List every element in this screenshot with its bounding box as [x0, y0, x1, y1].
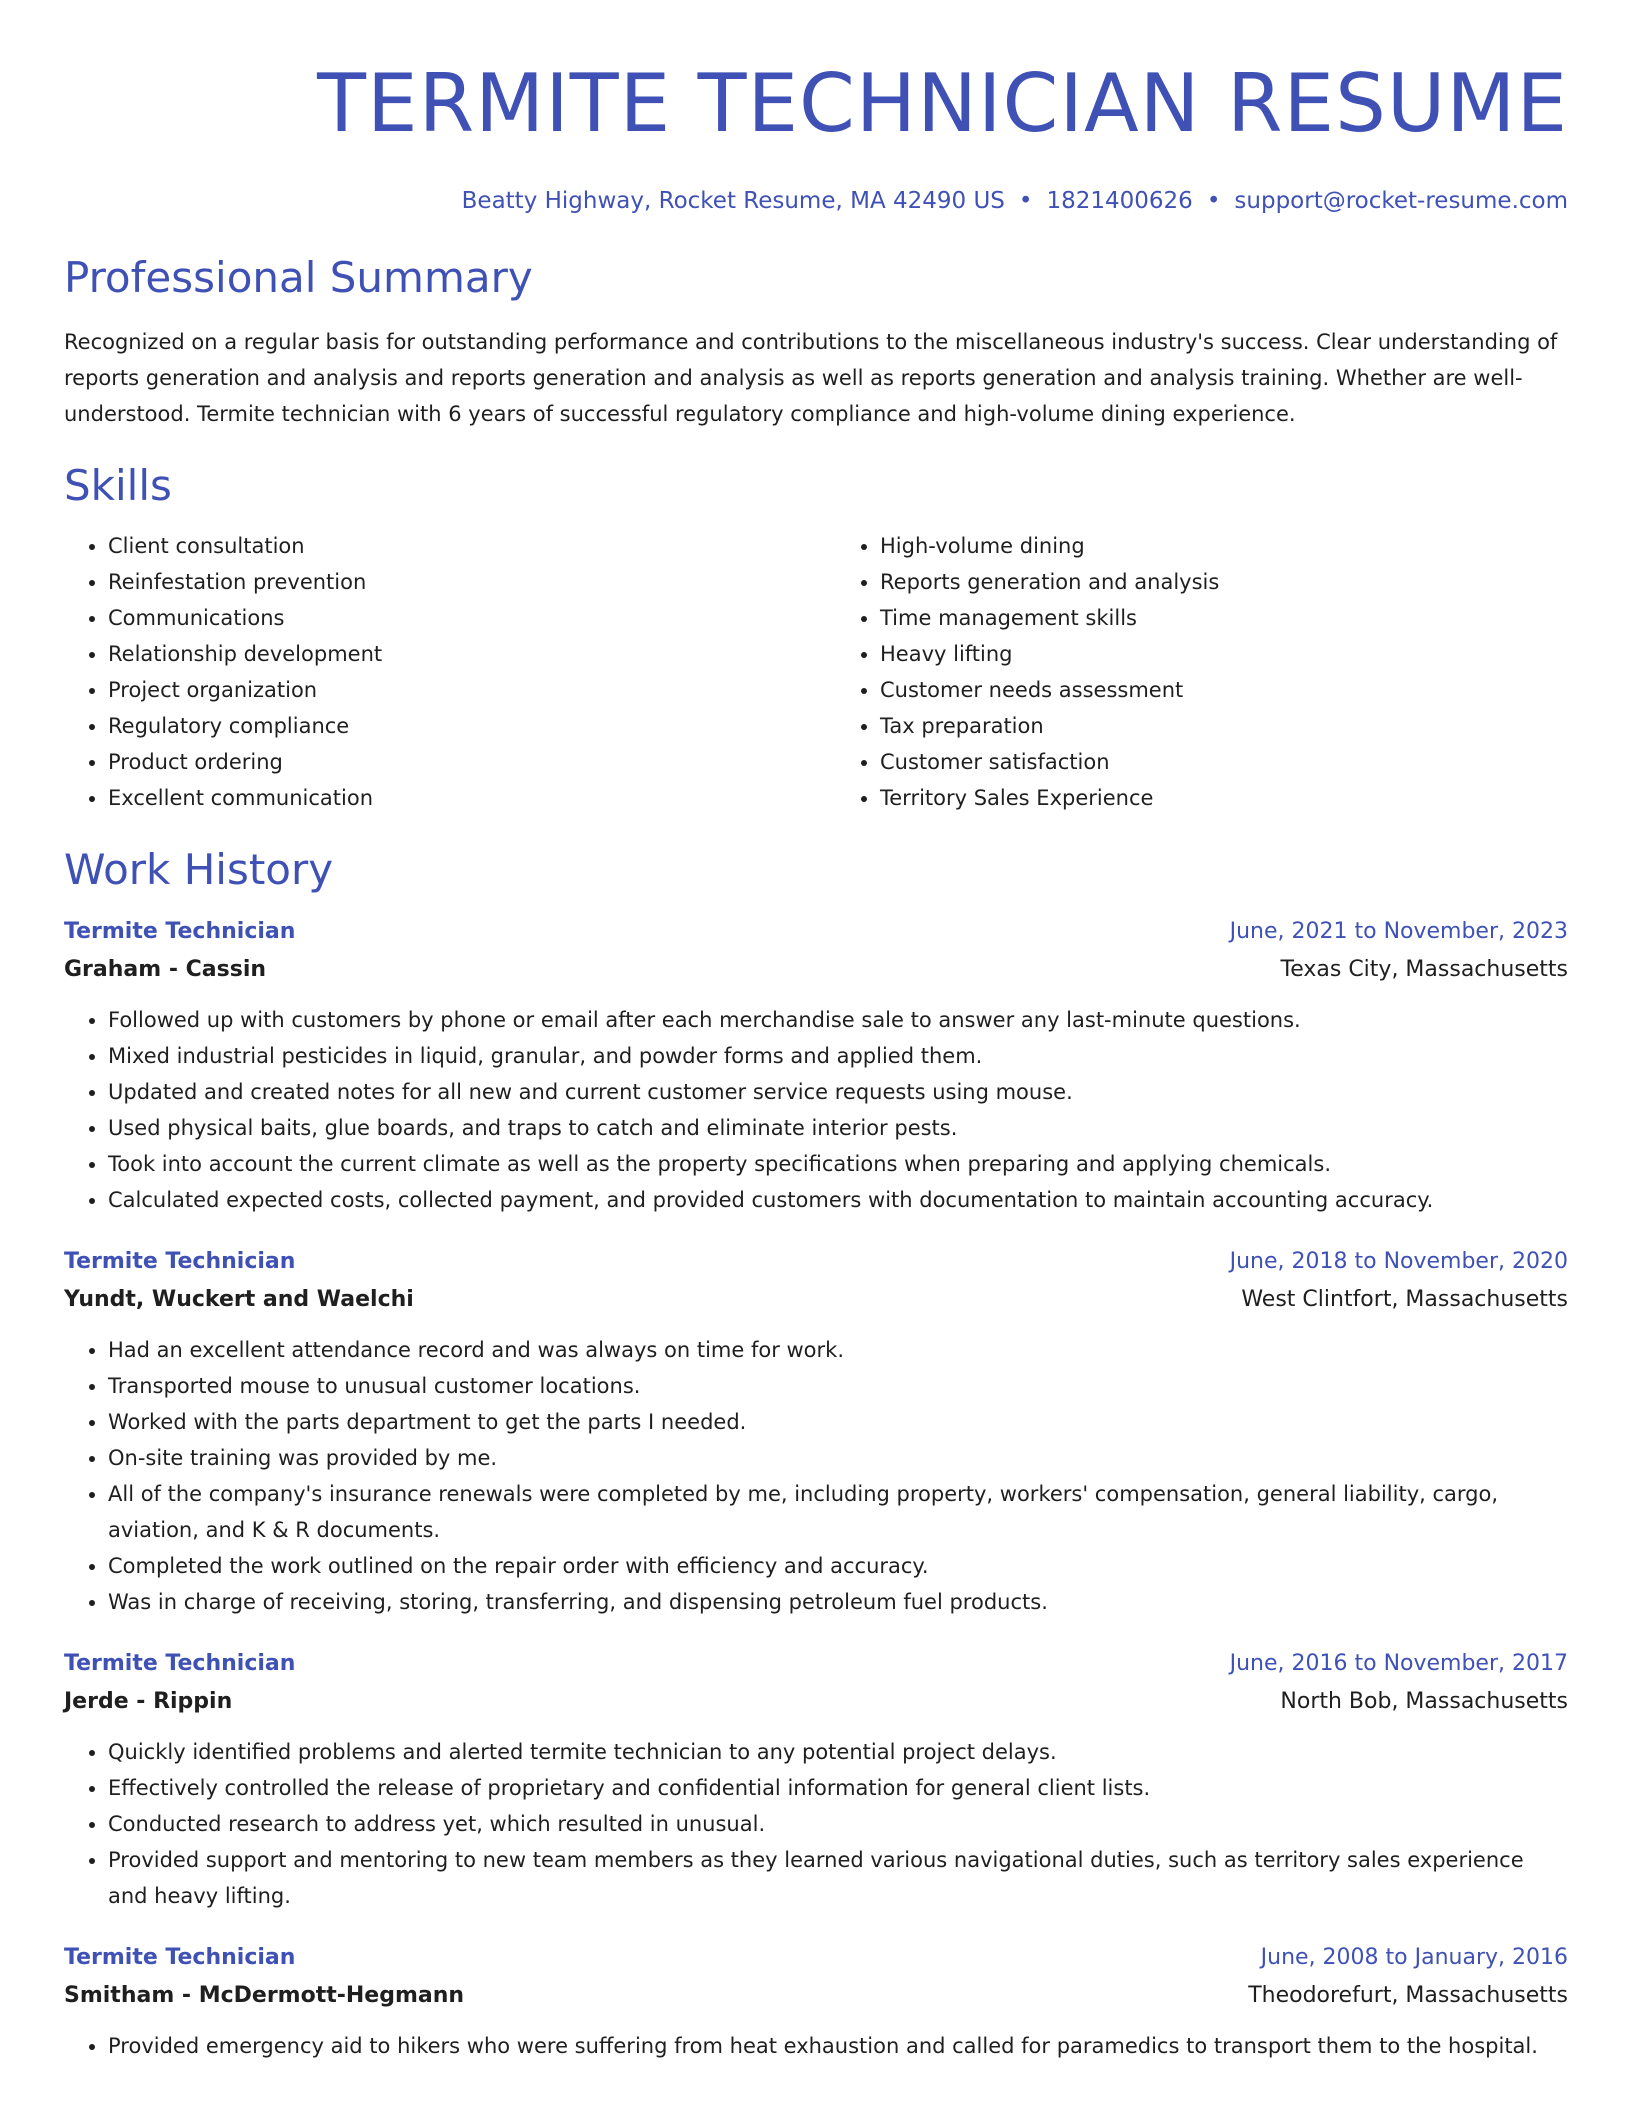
- skill-item: • Customer needs assessment: [880, 672, 1568, 708]
- job-header-row: [64, 1646, 1568, 1682]
- skills-list-right: [836, 528, 1568, 816]
- job-bullet: • On-site training was provided by me.: [108, 1440, 1568, 1476]
- job-bullet: • Quickly identified problems and alerted termite technician to any potential project delays.: [108, 1734, 1568, 1770]
- skill-item: • High-volume dining: [880, 528, 1568, 564]
- skill-item: • Regulatory compliance: [108, 708, 796, 744]
- job-company: Smitham - McDermott-Hegmann: [64, 1983, 465, 2008]
- job-title: Termite Technician: [64, 919, 296, 944]
- job-bullet: • Provided support and mentoring to new team members as they learned various navigational duties, such as territory sales experience and heavy lifting.: [108, 1842, 1568, 1914]
- job-bullet: • Calculated expected costs, collected payment, and provided customers with documentation to maintain accounting accuracy.: [108, 1182, 1568, 1218]
- work-history-heading: Work History: [64, 845, 334, 894]
- job-location: North Bob, Massachusetts: [1280, 1689, 1568, 1714]
- skill-item: • Time management skills: [880, 600, 1568, 636]
- skill-item: • Product ordering: [108, 744, 796, 780]
- job-bullet: • Had an excellent attendance record and was always on time for work.: [108, 1332, 1568, 1368]
- job-bullets: [64, 1734, 1568, 1914]
- job-bullet: • Completed the work outlined on the repair order with efficiency and accuracy.: [108, 1548, 1568, 1584]
- skill-item: • Territory Sales Experience: [880, 780, 1568, 816]
- job-header-row: [64, 914, 1568, 950]
- job-company-row: [64, 950, 1568, 990]
- job-company: Yundt, Wuckert and Waelchi: [64, 1287, 414, 1312]
- job-bullet: • All of the company's insurance renewals were completed by me, including property, workers' compensation, general liability, cargo, aviation, and K & R documents.: [108, 1476, 1568, 1548]
- job-location: Texas City, Massachusetts: [1280, 957, 1568, 982]
- job-bullet: • Effectively controlled the release of proprietary and confidential information for general client lists.: [108, 1770, 1568, 1806]
- job-title: Termite Technician: [64, 1651, 296, 1676]
- job-bullet: • Took into account the current climate as well as the property specifications when preparing and applying chemicals.: [108, 1146, 1568, 1182]
- skills-grid: [64, 528, 1568, 816]
- job-company-row: [64, 1682, 1568, 1722]
- job-header-row: [64, 1244, 1568, 1280]
- job-entry: [64, 1940, 1568, 2064]
- job-bullet: • Updated and created notes for all new and current customer service requests using mouse.: [108, 1074, 1568, 1110]
- contact-address: Beatty Highway, Rocket Resume, MA 42490 US: [461, 188, 1005, 214]
- job-location: Theodorefurt, Massachusetts: [1248, 1983, 1568, 2008]
- job-header-row: [64, 1940, 1568, 1976]
- contact-phone: 1821400626: [1046, 188, 1193, 214]
- job-bullets: [64, 1002, 1568, 1218]
- job-dates: June, 2021 to November, 2023: [1229, 919, 1568, 944]
- job-bullet: • Conducted research to address yet, which resulted in unusual.: [108, 1806, 1568, 1842]
- job-location: West Clintfort, Massachusetts: [1241, 1287, 1568, 1312]
- skill-item: • Client consultation: [108, 528, 796, 564]
- skill-item: • Excellent communication: [108, 780, 796, 816]
- job-bullet: • Worked with the parts department to get the parts I needed.: [108, 1404, 1568, 1440]
- summary-heading: Professional Summary: [64, 253, 533, 302]
- job-dates: June, 2008 to January, 2016: [1260, 1945, 1568, 1970]
- skill-item: • Heavy lifting: [880, 636, 1568, 672]
- contact-line: [64, 186, 1568, 216]
- job-title: Termite Technician: [64, 1945, 296, 1970]
- contact-separator: •: [1206, 188, 1221, 214]
- skill-item: • Relationship development: [108, 636, 796, 672]
- job-entry: [64, 1646, 1568, 1914]
- job-bullets: [64, 2028, 1568, 2064]
- job-company-row: [64, 1280, 1568, 1320]
- skill-item: • Tax preparation: [880, 708, 1568, 744]
- skill-item: • Project organization: [108, 672, 796, 708]
- job-bullet: • Transported mouse to unusual customer locations.: [108, 1368, 1568, 1404]
- job-entry: [64, 914, 1568, 1218]
- resume-header: [64, 56, 1568, 216]
- work-history-list: [64, 914, 1568, 2064]
- skills-list-left: [64, 528, 796, 816]
- job-company: Graham - Cassin: [64, 957, 267, 982]
- contact-email[interactable]: support@rocket-resume.com: [1234, 188, 1568, 214]
- skills-heading: Skills: [64, 461, 172, 510]
- summary-text: Recognized on a regular basis for outstanding performance and contributions to the miscellaneous industry's success. Clear understanding of reports generation and analysis and reports generation and analysis as well as reports generation and analysis training. Whether are well-understood. Termite technician with 6 years of successful regulatory compliance and high-volume dining experience.: [64, 330, 1558, 426]
- skill-item: • Reinfestation prevention: [108, 564, 796, 600]
- job-bullet: • Followed up with customers by phone or email after each merchandise sale to answer any last-minute questions.: [108, 1002, 1568, 1038]
- job-bullet: • Used physical baits, glue boards, and traps to catch and eliminate interior pests.: [108, 1110, 1568, 1146]
- job-dates: June, 2016 to November, 2017: [1229, 1651, 1568, 1676]
- job-bullet: • Provided emergency aid to hikers who were suffering from heat exhaustion and called for paramedics to transport them to the hospital.: [108, 2028, 1568, 2064]
- job-bullets: [64, 1332, 1568, 1620]
- resume-title: TERMITE TECHNICIAN RESUME: [317, 57, 1568, 150]
- job-entry: [64, 1244, 1568, 1620]
- skill-item: • Reports generation and analysis: [880, 564, 1568, 600]
- contact-separator: •: [1018, 188, 1033, 214]
- skill-item: • Communications: [108, 600, 796, 636]
- job-company: Jerde - Rippin: [64, 1689, 233, 1714]
- job-bullet: • Mixed industrial pesticides in liquid, granular, and powder forms and applied them.: [108, 1038, 1568, 1074]
- job-title: Termite Technician: [64, 1249, 296, 1274]
- job-bullet: • Was in charge of receiving, storing, transferring, and dispensing petroleum fuel products.: [108, 1584, 1568, 1620]
- job-dates: June, 2018 to November, 2020: [1229, 1249, 1568, 1274]
- skill-item: • Customer satisfaction: [880, 744, 1568, 780]
- job-company-row: [64, 1976, 1568, 2016]
